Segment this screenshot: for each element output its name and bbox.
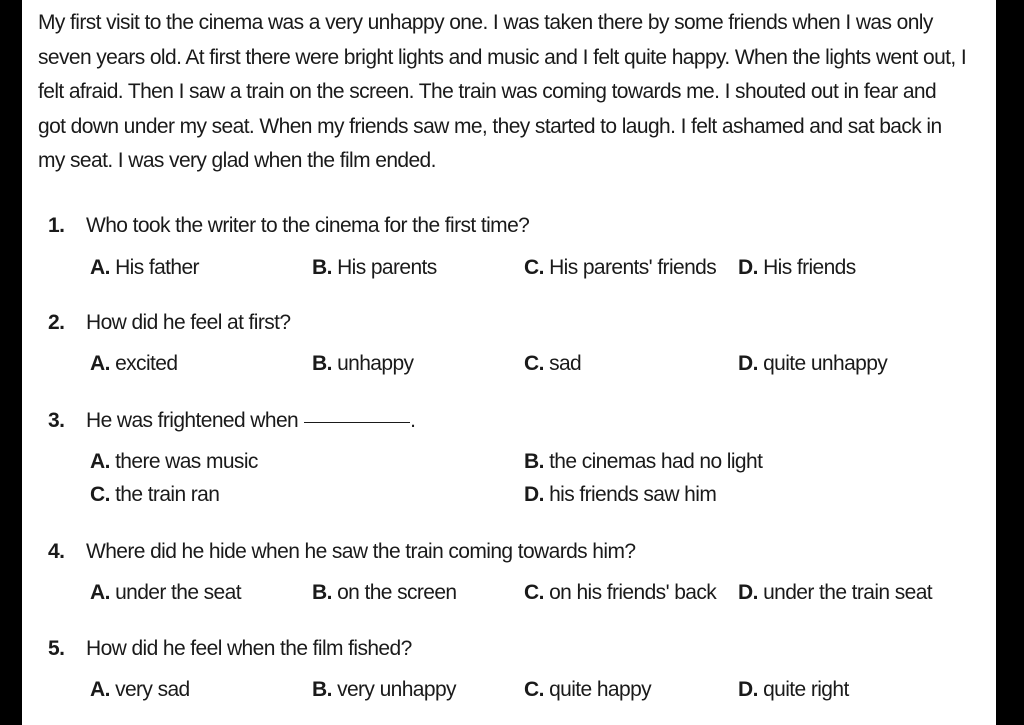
option-text: on the screen: [337, 581, 457, 604]
option-text: quite happy: [549, 678, 652, 701]
question-text: He was frightened when: [86, 409, 299, 432]
option-letter: A.: [90, 352, 110, 375]
q4-option-d: [738, 581, 932, 605]
option-text: the train ran: [115, 483, 220, 506]
option-text: his friends saw him: [549, 483, 717, 506]
q2-option-b: [312, 352, 413, 376]
option-letter: D.: [524, 483, 544, 506]
q4-option-a: [90, 581, 241, 605]
question-number: 5.: [48, 637, 65, 660]
option-text: very unhappy: [337, 678, 456, 701]
option-text: the cinemas had no light: [549, 450, 763, 473]
option-text: on his friends' back: [549, 581, 717, 604]
option-letter: A.: [90, 450, 110, 473]
q5-option-c: [524, 678, 651, 702]
q5-option-b: [312, 678, 456, 702]
worksheet-page: [22, 0, 996, 725]
q4-option-b: [312, 581, 457, 605]
option-letter: C.: [90, 483, 110, 506]
option-letter: D.: [738, 678, 758, 701]
option-letter: C.: [524, 352, 544, 375]
option-text: under the seat: [115, 581, 241, 604]
question-text: How did he feel at first?: [86, 311, 291, 334]
question-5: [48, 637, 412, 661]
option-text: quite right: [763, 678, 849, 701]
option-letter: C.: [524, 678, 544, 701]
q2-option-d: [738, 352, 887, 376]
option-letter: A.: [90, 678, 110, 701]
option-text: quite unhappy: [763, 352, 888, 375]
option-text: sad: [549, 352, 582, 375]
q5-option-d: [738, 678, 849, 702]
q1-option-c: [524, 256, 716, 280]
option-text: very sad: [115, 678, 190, 701]
question-3: [48, 409, 415, 433]
option-letter: B.: [312, 256, 332, 279]
q2-option-a: [90, 352, 177, 376]
q2-option-c: [524, 352, 581, 376]
option-letter: A.: [90, 256, 110, 279]
option-letter: B.: [312, 352, 332, 375]
option-text: His father: [115, 256, 199, 279]
question-text-end: .: [410, 409, 416, 432]
q1-option-d: [738, 256, 856, 280]
q4-option-c: [524, 581, 716, 605]
q3-option-b: [524, 450, 762, 474]
q3-option-d: [524, 483, 716, 507]
question-number: 1.: [48, 214, 65, 237]
option-text: under the train seat: [763, 581, 933, 604]
option-text: His parents: [337, 256, 437, 279]
question-number: 3.: [48, 409, 65, 432]
option-text: unhappy: [337, 352, 414, 375]
answer-blank: [304, 422, 410, 423]
q3-option-a: [90, 450, 258, 474]
q3-option-c: [90, 483, 219, 507]
question-text: How did he feel when the film fished?: [86, 637, 412, 660]
option-letter: D.: [738, 352, 758, 375]
question-4: [48, 540, 635, 564]
option-letter: D.: [738, 256, 758, 279]
question-number: 4.: [48, 540, 65, 563]
question-2: [48, 311, 290, 335]
question-number: 2.: [48, 311, 65, 334]
question-text: Who took the writer to the cinema for the first time?: [86, 214, 530, 237]
option-text: His parents' friends: [549, 256, 717, 279]
q1-option-b: [312, 256, 437, 280]
option-letter: B.: [312, 581, 332, 604]
question-1: [48, 214, 529, 238]
option-letter: B.: [312, 678, 332, 701]
reading-passage: My first visit to the cinema was a very unhappy one. I was taken there by some friends when I was only seven years old. At first there were bright lights and music and I felt quite happy. When the lights went out, I felt afraid. Then I saw a train on the screen. The train was coming towards me. I shouted out in fear and got down under my seat. When my friends saw me, they started to laugh. I felt ashamed and sat back in my seat. I was very glad when the film ended.: [38, 11, 967, 172]
option-text: excited: [115, 352, 178, 375]
option-letter: C.: [524, 256, 544, 279]
option-text: His friends: [763, 256, 856, 279]
option-letter: B.: [524, 450, 544, 473]
option-letter: C.: [524, 581, 544, 604]
option-letter: D.: [738, 581, 758, 604]
option-letter: A.: [90, 581, 110, 604]
option-text: there was music: [115, 450, 258, 473]
q5-option-a: [90, 678, 190, 702]
question-text: Where did he hide when he saw the train coming towards him?: [86, 540, 636, 563]
q1-option-a: [90, 256, 199, 280]
